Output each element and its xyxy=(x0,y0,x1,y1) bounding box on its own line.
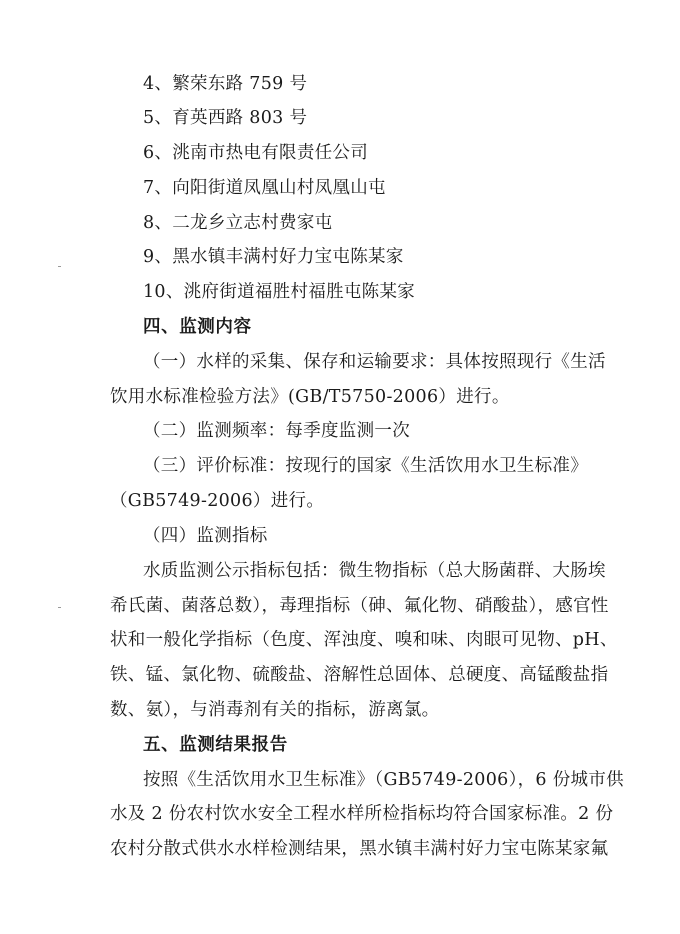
scan-speck xyxy=(58,607,61,608)
location-item-10: 10、洮府街道福胜村福胜屯陈某家 xyxy=(143,282,416,302)
evaluation-standard-line-2: （GB5749-2006）进行。 xyxy=(110,491,325,511)
indicators-paragraph-line-4: 铁、锰、氯化物、硫酸盐、溶解性总固体、总硬度、高锰酸盐指 xyxy=(110,665,609,685)
indicators-paragraph-line-2: 希氏菌、菌落总数），毒理指标（砷、氟化物、硝酸盐），感官性 xyxy=(110,596,609,616)
location-item-7: 7、向阳街道凤凰山村凤凰山屯 xyxy=(143,178,386,198)
location-item-9: 9、黑水镇丰满村好力宝屯陈某家 xyxy=(143,247,404,267)
results-paragraph-line-1: 按照《生活饮用水卫生标准》（GB5749-2006），6 份城市供 xyxy=(143,770,624,790)
monitoring-indicators-subheading: （四）监测指标 xyxy=(143,526,268,546)
location-item-4: 4、繁荣东路 759 号 xyxy=(143,74,308,94)
location-item-8: 8、二龙乡立志村费家屯 xyxy=(143,213,333,233)
results-paragraph-line-3: 农村分散式供水水样检测结果，黑水镇丰满村好力宝屯陈某家氟 xyxy=(110,839,609,859)
indicators-paragraph-line-5: 数、氨），与消毒剂有关的指标，游离氯。 xyxy=(110,700,440,720)
monitoring-frequency: （二）监测频率：每季度监测一次 xyxy=(143,421,410,441)
location-item-6: 6、洮南市热电有限责任公司 xyxy=(143,143,369,163)
results-paragraph-line-2: 水及 2 份农村饮水安全工程水样所检指标均符合国家标准。2 份 xyxy=(110,804,614,824)
indicators-paragraph-line-1: 水质监测公示指标包括：微生物指标（总大肠菌群、大肠埃 xyxy=(143,561,606,581)
section-heading-monitoring-content: 四、监测内容 xyxy=(143,317,252,337)
evaluation-standard-line-1: （三）评价标准：按现行的国家《生活饮用水卫生标准》 xyxy=(143,456,588,476)
sampling-requirement-line-2: 饮用水标准检验方法》(GB/T5750-2006）进行。 xyxy=(110,387,510,407)
sampling-requirement-line-1: （一）水样的采集、保存和运输要求：具体按照现行《生活 xyxy=(143,352,606,372)
location-item-5: 5、育英西路 803 号 xyxy=(143,108,308,128)
indicators-paragraph-line-3: 状和一般化学指标（色度、浑浊度、嗅和味、肉眼可见物、pH、 xyxy=(110,630,618,650)
scan-speck xyxy=(58,266,61,267)
section-heading-monitoring-results: 五、监测结果报告 xyxy=(143,735,288,755)
